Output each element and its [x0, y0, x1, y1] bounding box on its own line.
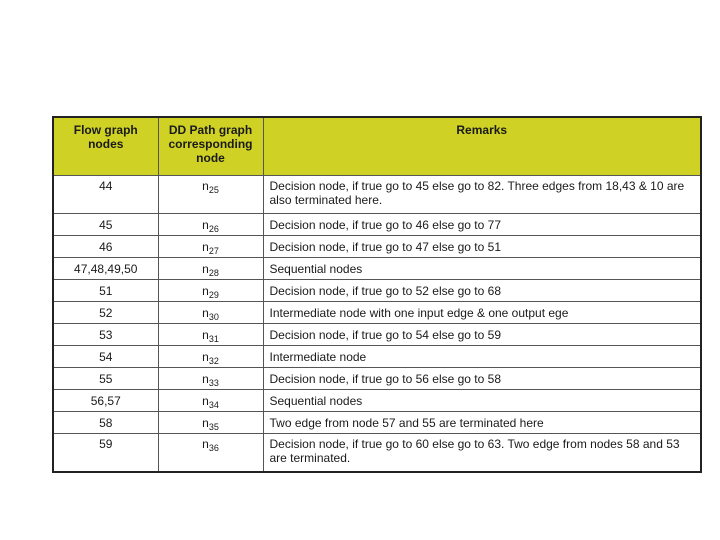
dd-node-cell: $n_{30}$ — [158, 302, 263, 324]
header-flow-graph-nodes: Flow graph nodes — [53, 117, 158, 176]
table-row — [53, 236, 701, 258]
table-row — [53, 390, 701, 412]
table-row — [53, 346, 701, 368]
table-row — [53, 368, 701, 390]
remark-cell: Sequential nodes — [263, 258, 701, 280]
node-cell: 45 — [53, 214, 158, 236]
remark-cell: Decision node, if true go to 56 else go to 58 — [263, 368, 701, 390]
dd-node-cell: $n_{27}$ — [158, 236, 263, 258]
remark-cell: Decision node, if true go to 60 else go to 63. Two edge from nodes 58 and 53 are terminated. — [263, 434, 701, 473]
remark-cell: Intermediate node — [263, 346, 701, 368]
node-cell: 51 — [53, 280, 158, 302]
node-cell: 54 — [53, 346, 158, 368]
remark-cell: Decision node, if true go to 47 else go to 51 — [263, 236, 701, 258]
table-row — [53, 412, 701, 434]
dd-node-cell: $n_{35}$ — [158, 412, 263, 434]
remark-cell: Intermediate node with one input edge & one output ege — [263, 302, 701, 324]
node-cell: 44 — [53, 176, 158, 214]
remark-cell: Decision node, if true go to 46 else go to 77 — [263, 214, 701, 236]
table-row — [53, 302, 701, 324]
dd-node-cell: $n_{32}$ — [158, 346, 263, 368]
table-header-row — [53, 117, 701, 176]
remark-cell: Two edge from node 57 and 55 are terminated here — [263, 412, 701, 434]
table-row — [53, 258, 701, 280]
table-row — [53, 214, 701, 236]
dd-node-cell: $n_{25}$ — [158, 176, 263, 214]
header-dd-path-node: DD Path graph corresponding node — [158, 117, 263, 176]
dd-node-cell: $n_{33}$ — [158, 368, 263, 390]
node-cell: 46 — [53, 236, 158, 258]
flow-graph-table-container — [52, 116, 700, 473]
node-cell: 55 — [53, 368, 158, 390]
table-row — [53, 280, 701, 302]
dd-node-cell: $n_{36}$ — [158, 434, 263, 473]
node-cell: 58 — [53, 412, 158, 434]
remark-cell: Sequential nodes — [263, 390, 701, 412]
remark-cell: Decision node, if true go to 45 else go to 82. Three edges from 18,43 & 10 are also terminated here. — [263, 176, 701, 214]
dd-node-cell: $n_{29}$ — [158, 280, 263, 302]
remark-cell: Decision node, if true go to 54 else go to 59 — [263, 324, 701, 346]
dd-node-cell: $n_{34}$ — [158, 390, 263, 412]
remark-cell: Decision node, if true go to 52 else go to 68 — [263, 280, 701, 302]
dd-node-cell: $n_{28}$ — [158, 258, 263, 280]
node-cell: 53 — [53, 324, 158, 346]
node-cell: 56,57 — [53, 390, 158, 412]
table-row — [53, 176, 701, 214]
dd-node-cell: $n_{31}$ — [158, 324, 263, 346]
node-cell: 47,48,49,50 — [53, 258, 158, 280]
dd-node-cell: $n_{26}$ — [158, 214, 263, 236]
node-cell: 59 — [53, 434, 158, 473]
table-row — [53, 434, 701, 473]
header-remarks: Remarks — [263, 117, 701, 176]
node-cell: 52 — [53, 302, 158, 324]
table-row — [53, 324, 701, 346]
flow-graph-table — [52, 116, 702, 473]
